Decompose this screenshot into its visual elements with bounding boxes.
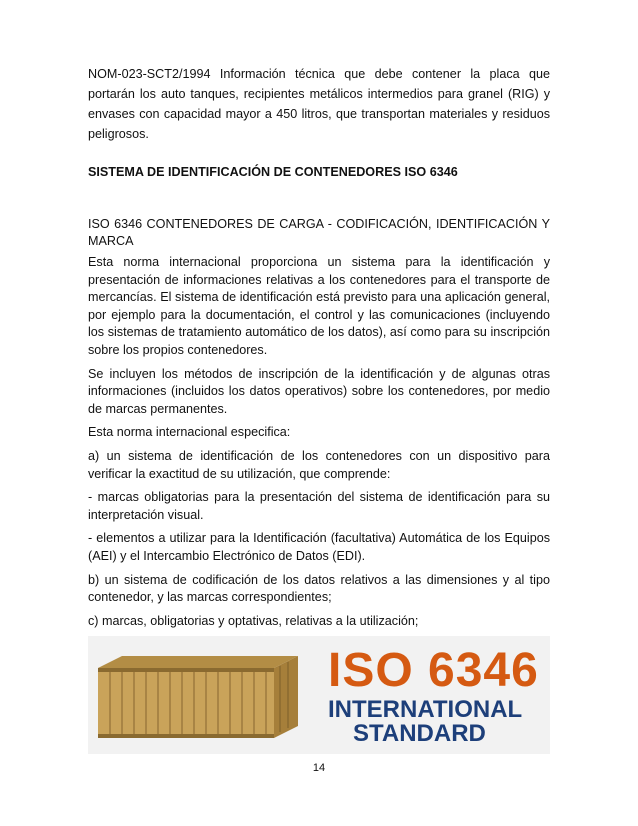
paragraph: b) un sistema de codificación de los datos relativos a las dimensiones y al tipo contenedor, y las marcas correspondientes;	[88, 572, 550, 605]
paragraph: Esta norma internacional especifica:	[88, 425, 291, 440]
shipping-container-icon	[98, 654, 298, 740]
iso-banner-image	[88, 636, 550, 754]
iso-logo-standard: STANDARD	[353, 720, 486, 747]
paragraph: Se incluyen los métodos de inscripción de la identificación y de algunas otras informaciones (incluidos los datos operativos) sobre los contenedores, por medio de marcas permanentes.	[88, 366, 550, 416]
paragraph: - elementos a utilizar para la Identificación (facultativa) Automática de los Equipos (AEI) y el Intercambio Electrónico de Datos (EDI).	[88, 531, 550, 563]
intro-paragraph: NOM-023-SCT2/1994 Información técnica que debe contener la placa que portarán los auto tanques, recipientes metálicos intermedios para granel (RIG) y envases con capacidad mayor a 450 litros, que transportan materiales y residuos peligrosos.	[88, 67, 550, 141]
paragraph: a) un sistema de identificación de los contenedores con un dispositivo para verificar la exactitud de su utilización, que comprende:	[88, 448, 550, 481]
section-title: SISTEMA DE IDENTIFICACIÓN DE CONTENEDORES ISO 6346	[88, 165, 458, 179]
paragraph: - marcas obligatorias para la presentación del sistema de identificación para su interpretación visual.	[88, 490, 550, 522]
iso-logo-international: INTERNATIONAL	[328, 696, 523, 723]
paragraph: Esta norma internacional proporciona un sistema para la identificación y presentación de informaciones relativas a los contenedores para el transporte de mercancías. El sistema de identificación está previsto para una aplicación general, por ejemplo para la documentación, el control y las comunicaciones (incluyendo los sistemas de tratamiento automático de los datos), así como para su inscripción sobre los propios contenedores.	[88, 255, 550, 357]
body-text	[88, 254, 550, 660]
subtitle: ISO 6346 CONTENEDORES DE CARGA - CODIFICACIÓN, IDENTIFICACIÓN Y MARCA	[88, 217, 550, 248]
paragraph: c) marcas, obligatorias y optativas, relativas a la utilización;	[88, 613, 419, 628]
iso-logo-title: ISO 6346	[328, 644, 539, 697]
page-number: 14	[312, 762, 326, 774]
